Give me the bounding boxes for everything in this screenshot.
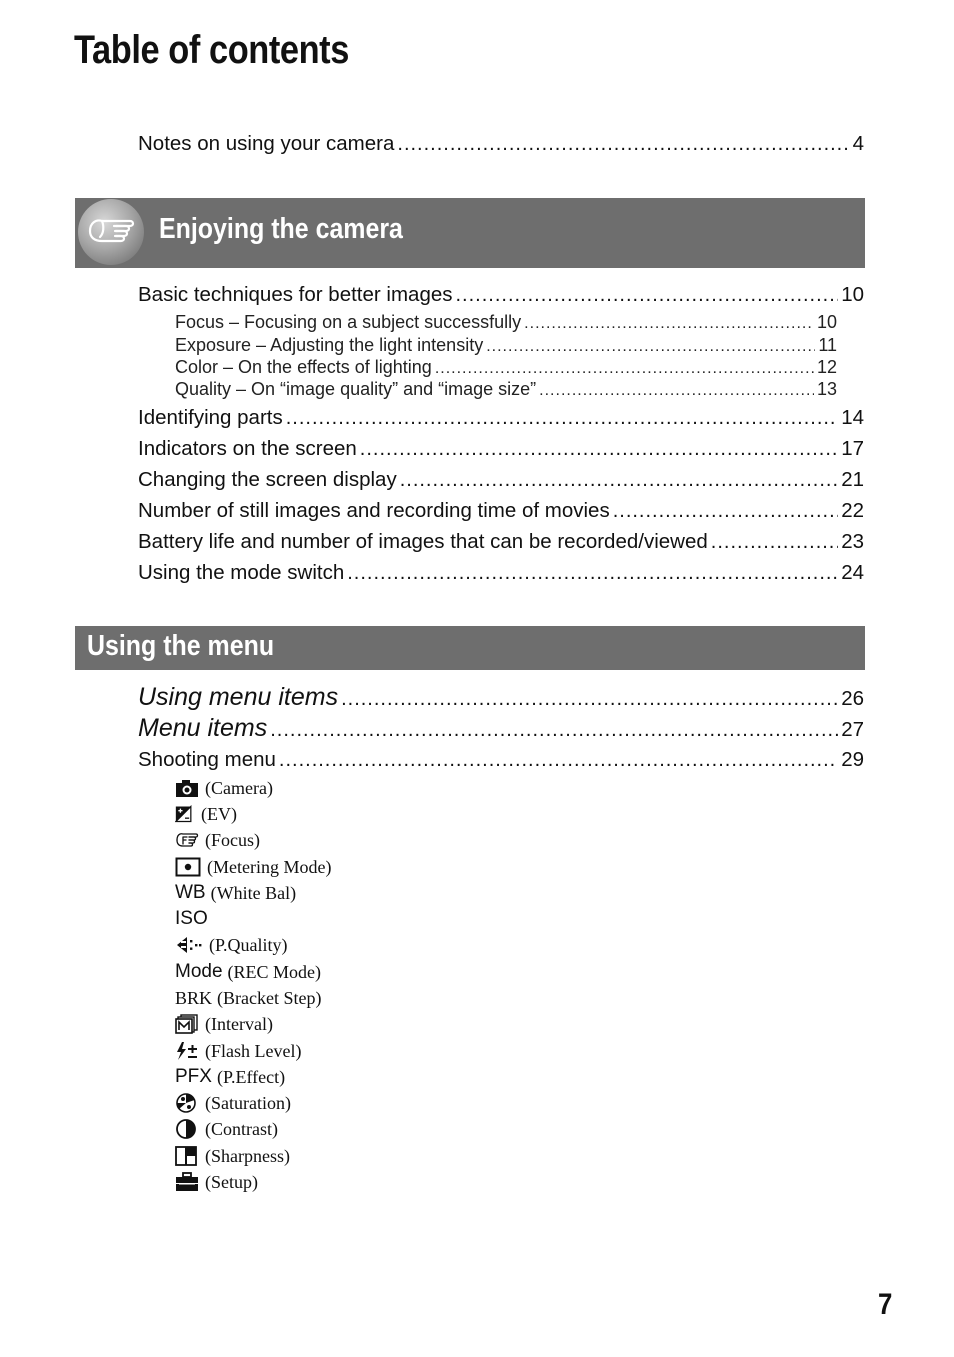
- menu-item-iso[interactable]: [175, 908, 213, 930]
- section-header-enjoying: [75, 198, 865, 268]
- dot-leader: [486, 336, 815, 358]
- page-number: 7: [878, 1288, 893, 1321]
- menu-item-bracket-step[interactable]: [175, 987, 321, 1009]
- flash-level-icon: [175, 1041, 199, 1061]
- toc-entry[interactable]: [138, 713, 864, 745]
- toc-entry-label: Exposure – Adjusting the light intensity: [175, 335, 484, 355]
- focus-icon: [175, 830, 199, 850]
- toc-entry-label: Identifying parts: [138, 406, 283, 429]
- dot-leader: [539, 380, 814, 402]
- toc-entry[interactable]: [138, 529, 864, 555]
- toc-entry-page: 12: [816, 357, 837, 377]
- toc-entry-page: 29: [841, 748, 864, 771]
- toc-subentry[interactable]: [175, 378, 837, 402]
- dot-leader: [524, 313, 814, 335]
- toc-entry-label: Using menu items: [138, 683, 339, 711]
- dot-leader: [347, 560, 838, 586]
- menu-item-label: (P.Effect): [216, 1067, 286, 1087]
- dot-leader: [456, 282, 839, 308]
- section-title: Enjoying the camera: [159, 213, 403, 245]
- menu-item-prefix: PFX: [175, 1066, 212, 1087]
- toc-entry-page: 14: [841, 406, 864, 429]
- dot-leader: [341, 684, 838, 714]
- toc-entry-label: Quality – On “image quality” and “image size”: [175, 379, 537, 399]
- menu-item-label: (Setup): [205, 1172, 258, 1192]
- toc-entry-page: 10: [841, 283, 864, 306]
- menu-item-prefix: WB: [175, 882, 206, 903]
- toc-entry-page: 17: [841, 437, 864, 460]
- menu-item-interval[interactable]: [175, 1013, 273, 1035]
- toc-entry-label: Menu items: [138, 714, 268, 742]
- menu-item-label: (Metering Mode): [207, 857, 332, 877]
- dot-leader: [286, 405, 838, 431]
- dot-leader: [279, 747, 838, 773]
- dot-leader: [270, 715, 838, 745]
- metering-mode-icon: [175, 857, 201, 877]
- toc-entry[interactable]: [138, 560, 864, 586]
- toc-subentry[interactable]: [175, 356, 837, 380]
- menu-item-prefix: ISO: [175, 908, 208, 929]
- setup-icon: [175, 1172, 199, 1192]
- toc-entry-notes[interactable]: [138, 131, 864, 157]
- menu-item-focus[interactable]: [175, 829, 260, 851]
- menu-item-sharpness[interactable]: [175, 1145, 290, 1167]
- dot-leader: [397, 131, 849, 157]
- section-header-menu: [75, 626, 865, 670]
- toc-entry-page: 4: [852, 132, 864, 155]
- menu-item-label: (P.Quality): [209, 935, 288, 955]
- menu-item-saturation[interactable]: [175, 1092, 291, 1114]
- toc-entry-label: Shooting menu: [138, 748, 276, 771]
- menu-item-picture-quality[interactable]: [175, 934, 288, 956]
- menu-item-ev[interactable]: [175, 803, 237, 825]
- menu-item-rec-mode[interactable]: [175, 961, 321, 983]
- ev-icon: [175, 804, 195, 824]
- menu-item-label: (Bracket Step): [217, 988, 322, 1008]
- toc-entry[interactable]: [138, 682, 864, 714]
- menu-item-label: (Saturation): [205, 1093, 291, 1113]
- dot-leader: [360, 436, 838, 462]
- toc-entry-label: Number of still images and recording time of movies: [138, 499, 610, 522]
- toc-entry-page: 13: [816, 379, 837, 399]
- toc-entry-page: 23: [841, 530, 864, 553]
- toc-entry-page: 21: [841, 468, 864, 491]
- toc-subentry[interactable]: [175, 334, 837, 358]
- toc-entry-label: Indicators on the screen: [138, 437, 357, 460]
- toc-entry[interactable]: [138, 747, 864, 773]
- menu-item-label: (REC Mode): [227, 962, 322, 982]
- dot-leader: [711, 529, 838, 555]
- toc-entry-label: Changing the screen display: [138, 468, 397, 491]
- toc-entry[interactable]: [138, 405, 864, 431]
- toc-entry[interactable]: [138, 436, 864, 462]
- toc-entry[interactable]: [138, 467, 864, 493]
- toc-entry-page: 22: [841, 499, 864, 522]
- menu-item-label: (Flash Level): [205, 1041, 302, 1061]
- picture-quality-icon: [175, 935, 203, 955]
- menu-item-label: (EV): [201, 804, 237, 824]
- menu-item-camera[interactable]: [175, 777, 273, 799]
- toc-entry[interactable]: [138, 498, 864, 524]
- menu-item-white-balance[interactable]: [175, 882, 296, 904]
- menu-item-prefix: Mode: [175, 961, 223, 982]
- menu-item-metering-mode[interactable]: [175, 856, 331, 878]
- toc-entry-label: Using the mode switch: [138, 561, 345, 584]
- toc-entry-label: Battery life and number of images that can be recorded/viewed: [138, 530, 708, 553]
- toc-entry-label: Notes on using your camera: [138, 132, 395, 155]
- contrast-icon: [175, 1119, 199, 1139]
- dot-leader: [400, 467, 838, 493]
- toc-entry-label: Focus – Focusing on a subject successfully: [175, 312, 522, 332]
- toc-entry[interactable]: [138, 282, 864, 308]
- camera-icon: [175, 778, 199, 798]
- section-title: Using the menu: [87, 630, 275, 662]
- menu-item-flash-level[interactable]: [175, 1040, 301, 1062]
- page-title: Table of contents: [74, 28, 349, 72]
- menu-item-setup[interactable]: [175, 1171, 258, 1193]
- menu-item-label: (Contrast): [205, 1119, 278, 1139]
- saturation-icon: [175, 1093, 199, 1113]
- toc-entry-page: 10: [816, 312, 837, 332]
- menu-item-label: (Sharpness): [205, 1146, 290, 1166]
- menu-item-label: (Interval): [205, 1014, 273, 1034]
- menu-item-label: (Focus): [205, 830, 260, 850]
- toc-entry-label: Color – On the effects of lighting: [175, 357, 432, 377]
- menu-item-contrast[interactable]: [175, 1118, 278, 1140]
- toc-subentry[interactable]: [175, 311, 837, 335]
- dot-leader: [613, 498, 838, 524]
- menu-item-label: (White Bal): [210, 883, 297, 903]
- menu-item-picture-effect[interactable]: [175, 1066, 285, 1088]
- toc-entry-page: 24: [841, 561, 864, 584]
- toc-entry-label: Basic techniques for better images: [138, 283, 453, 306]
- interval-icon: [175, 1014, 199, 1034]
- sharpness-icon: [175, 1146, 199, 1166]
- menu-item-prefix: BRK: [175, 988, 213, 1008]
- toc-entry-page: 27: [841, 718, 864, 741]
- menu-item-label: (Camera): [205, 778, 273, 798]
- toc-entry-page: 26: [841, 687, 864, 710]
- toc-entry-page: 11: [818, 335, 837, 355]
- pointing-hand-icon: [78, 199, 144, 265]
- dot-leader: [435, 358, 814, 380]
